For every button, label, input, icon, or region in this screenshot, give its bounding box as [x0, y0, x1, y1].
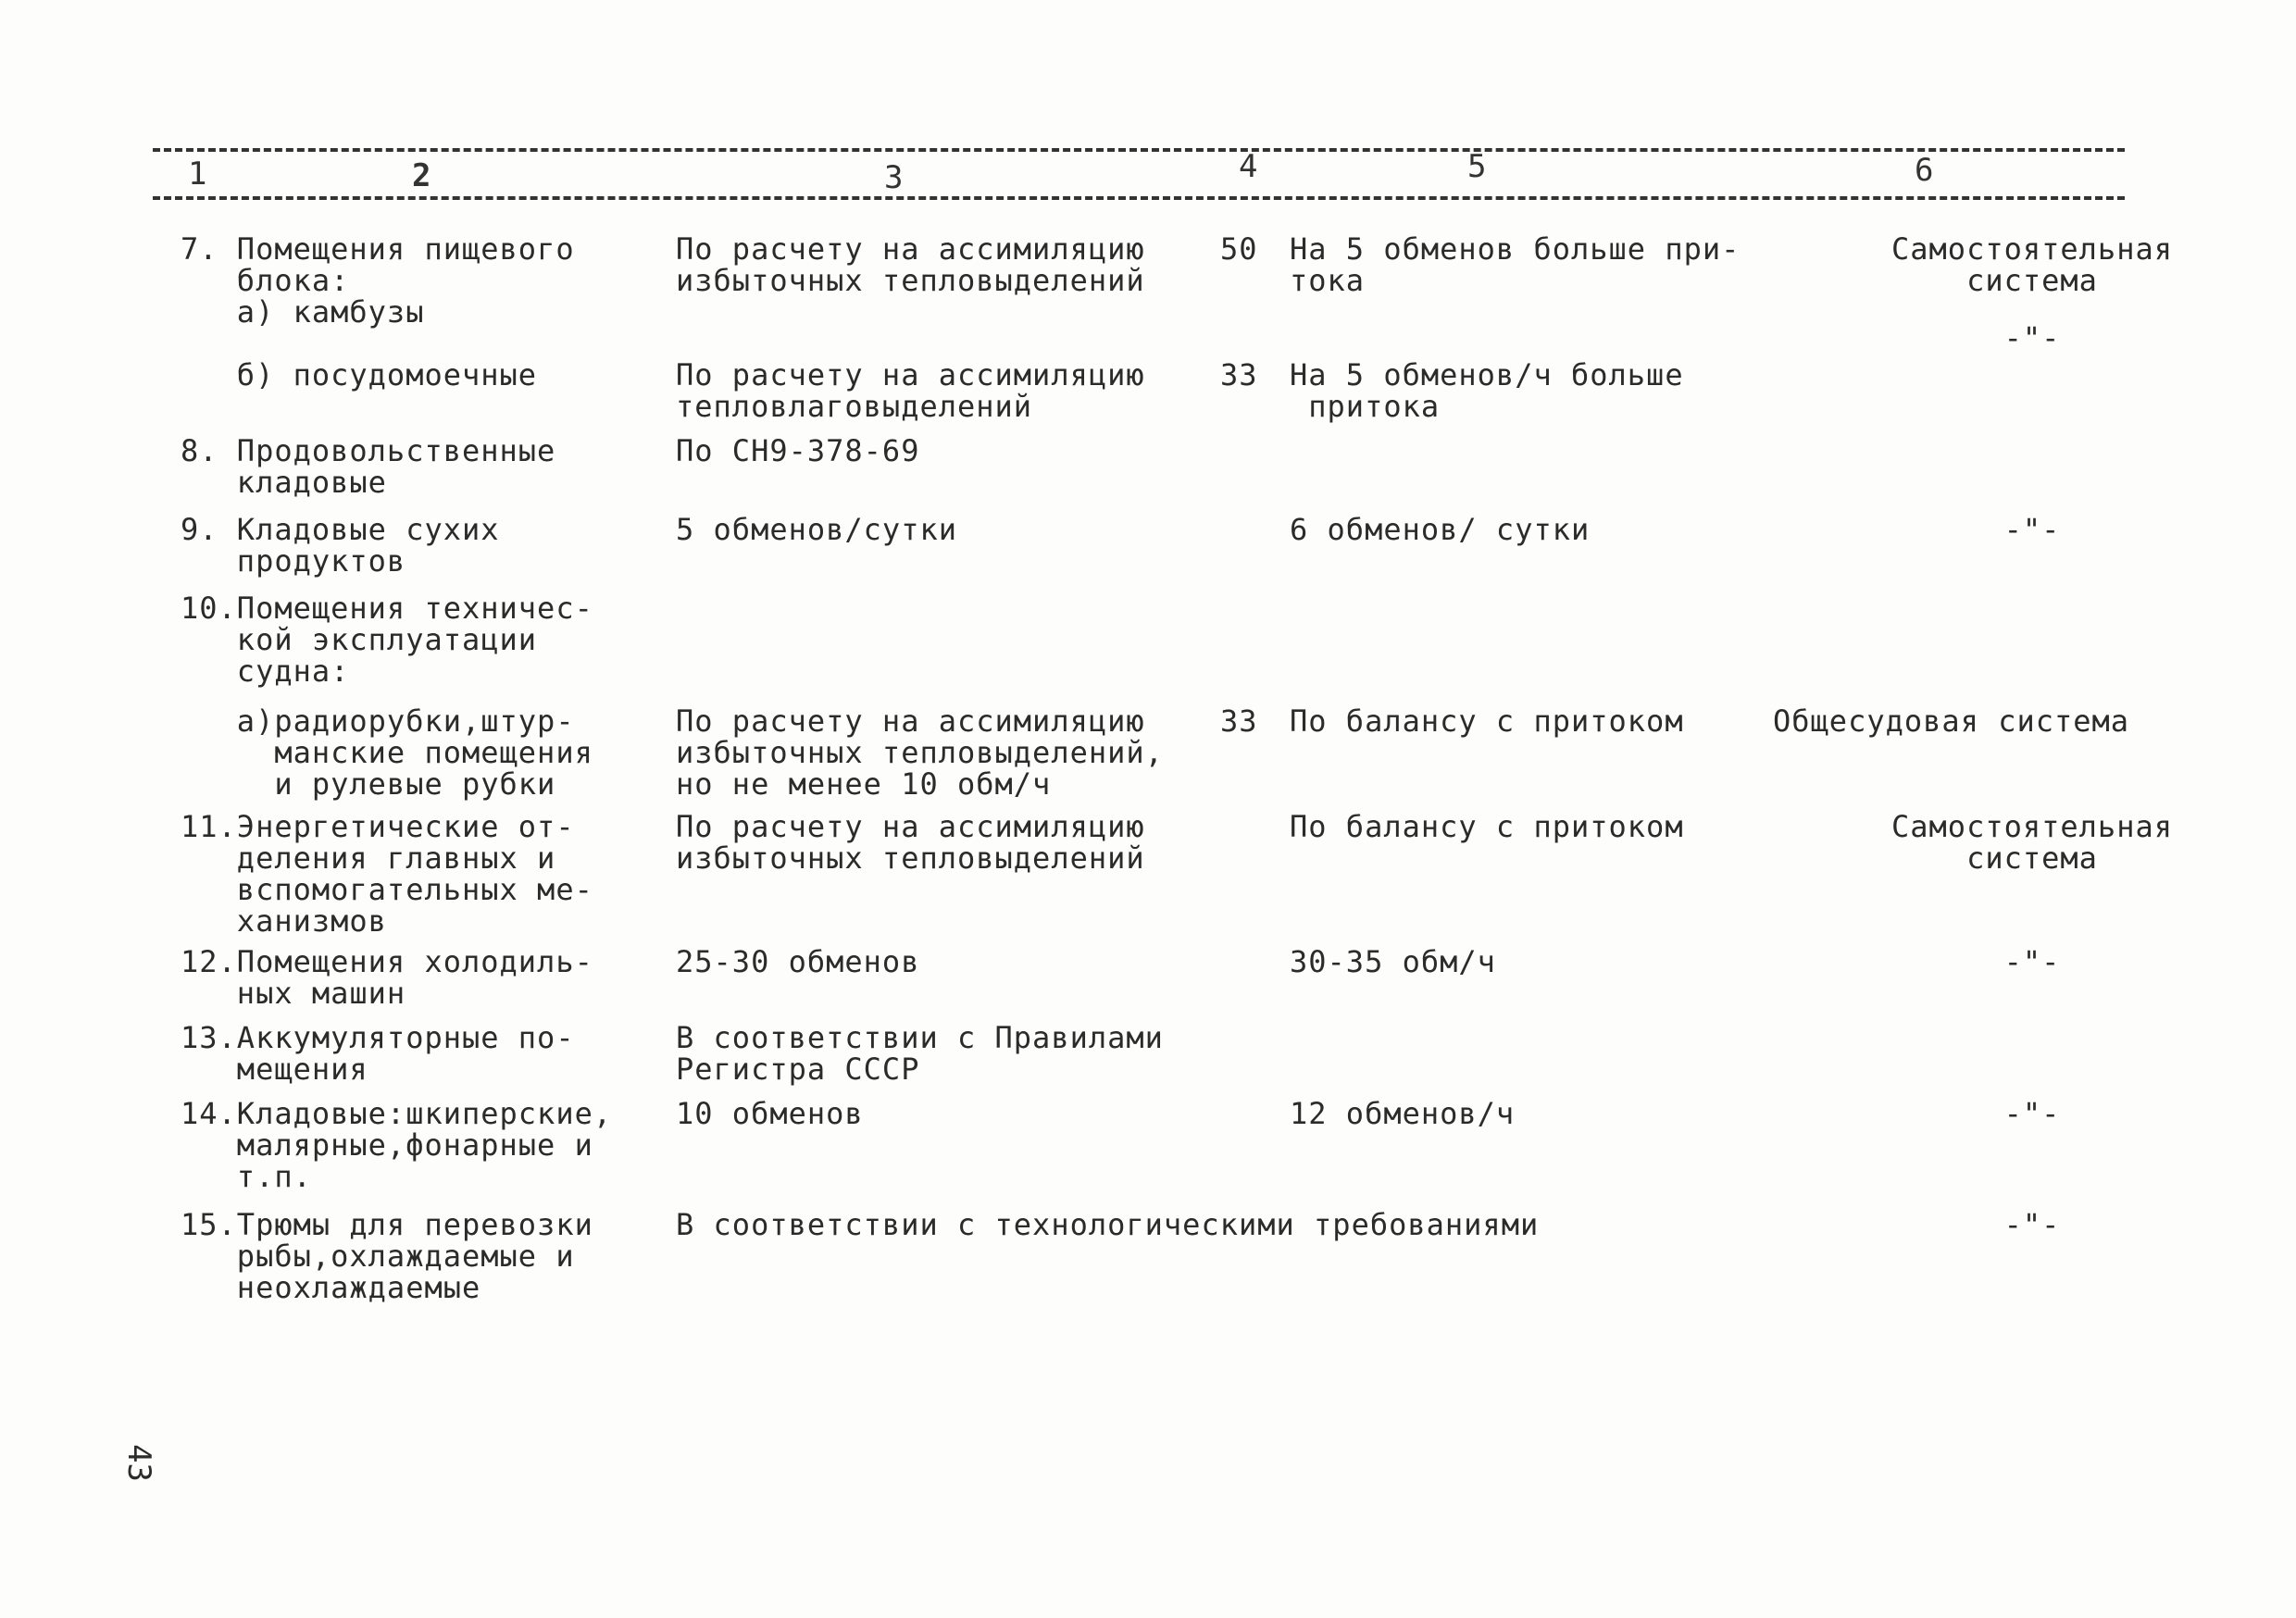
system-cell: -"-	[2003, 512, 2061, 547]
system-cell: -"-	[2003, 1207, 2061, 1242]
room-cell: 8. Продовольственные кладовые	[181, 433, 556, 500]
exchange-cell: По расчету на ассимиляцию избыточных тепловыделений, но не менее 10 обм/ч	[676, 703, 1164, 802]
exhaust-cell: По балансу с притоком	[1290, 809, 1684, 844]
system-cell: Самостоятельная система	[1891, 231, 2173, 298]
header-bottom-rule	[153, 196, 2125, 200]
value-cell: 33	[1220, 703, 1258, 739]
room-cell: 14.Кладовые:шкиперские, малярные,фонарные и т.п.	[181, 1096, 613, 1194]
exchange-cell: В соответствии с Правилами Регистра СССР	[676, 1020, 1164, 1087]
room-cell: а)радиорубки,штур- манские помещения и рулевые рубки	[236, 703, 593, 802]
system-cell: -"-	[2003, 320, 2061, 355]
exchange-cell: По СН9-378-69	[676, 433, 920, 468]
room-cell: б) посудомоечные	[181, 357, 538, 392]
room-cell: 15.Трюмы для перевозки рыбы,охлаждаемые и неохлаждаемые	[181, 1207, 593, 1305]
system-cell: -"-	[2003, 944, 2061, 979]
header-top-rule	[153, 148, 2125, 152]
exhaust-cell: На 5 обменов больше при- тока	[1290, 231, 1741, 298]
header-col-3: 3	[884, 159, 904, 196]
exhaust-cell: 12 обменов/ч	[1290, 1096, 1516, 1131]
exchange-cell: По расчету на ассимиляцию избыточных тепловыделений	[676, 231, 1145, 298]
room-cell: 9. Кладовые сухих продуктов	[181, 512, 500, 579]
exchange-cell: 25-30 обменов	[676, 944, 920, 979]
room-cell: 10.Помещения техничес- кой эксплуатации судна:	[181, 591, 593, 689]
room-cell: 11.Энергетические от- деления главных и вспомогательных ме- ханизмов	[181, 809, 593, 939]
system-cell: Самостоятельная система	[1891, 809, 2173, 876]
header-col-1: 1	[188, 156, 207, 193]
exhaust-cell: На 5 обменов/ч больше притока	[1290, 357, 1684, 424]
exchange-cell: По расчету на ассимиляцию избыточных тепловыделений	[676, 809, 1145, 876]
exhaust-cell: 6 обменов/ сутки	[1290, 512, 1591, 547]
exhaust-cell: 30-35 обм/ч	[1290, 944, 1496, 979]
exchange-cell: По расчету на ассимиляцию тепловлаговыделений	[676, 357, 1145, 424]
exhaust-cell: По балансу с притоком	[1290, 703, 1684, 739]
exchange-cell: 10 обменов	[676, 1096, 864, 1131]
header-col-4: 4	[1239, 148, 1258, 185]
system-cell: -"-	[2003, 1096, 2061, 1131]
value-cell: 33	[1220, 357, 1258, 392]
exchange-cell: 5 обменов/сутки	[676, 512, 957, 547]
exchange-cell: В соответствии с технологическими требованиями	[676, 1207, 1540, 1242]
page-number: 43	[120, 1444, 157, 1482]
room-cell: 7. Помещения пищевого блока: а) камбузы	[181, 231, 575, 330]
header-col-5: 5	[1467, 148, 1487, 185]
header-col-6: 6	[1915, 152, 1934, 189]
room-cell: 12.Помещения холодиль- ных машин	[181, 944, 593, 1011]
value-cell: 50	[1220, 231, 1258, 267]
system-cell: Общесудовая система	[1773, 703, 2130, 739]
room-cell: 13.Аккумуляторные по- мещения	[181, 1020, 575, 1087]
header-col-2: 2	[412, 157, 431, 194]
